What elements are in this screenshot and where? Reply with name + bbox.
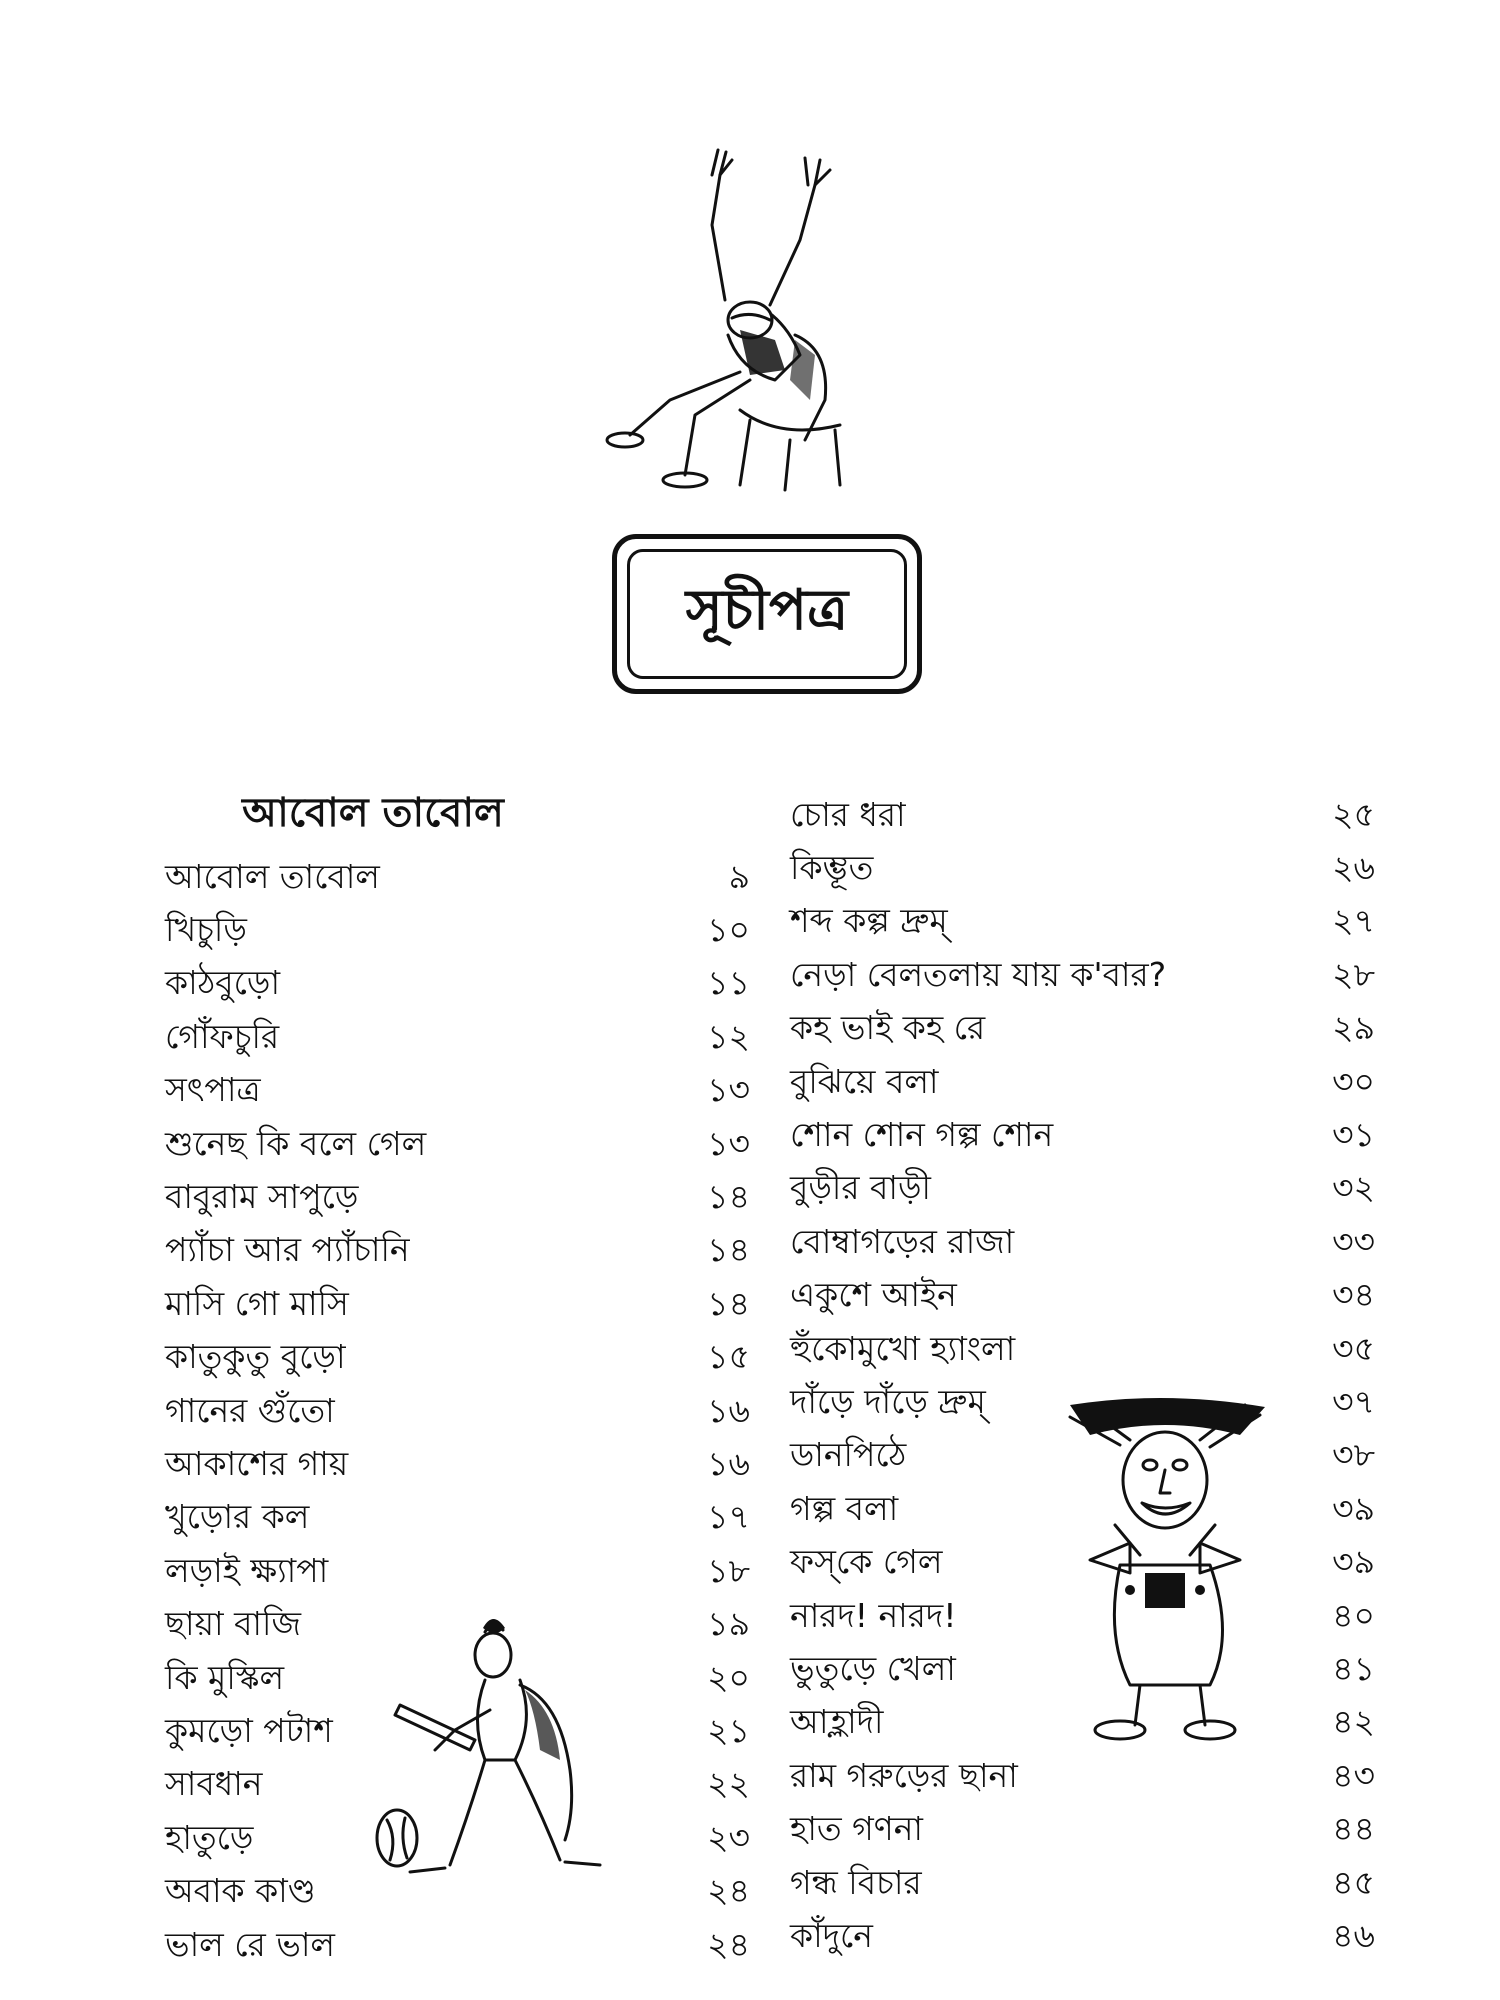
toc-entry-page-number: ৪২ (1332, 1702, 1375, 1742)
left-toc-entry (165, 1119, 750, 1172)
toc-entry-page-number: ১৭ (707, 1497, 750, 1537)
right-toc-entry (790, 1217, 1375, 1270)
right-toc-entry (790, 950, 1375, 1003)
toc-entry-page-number: ২৮ (1332, 954, 1375, 994)
left-toc-entry (165, 852, 750, 905)
toc-entry-page-number: ৪১ (1332, 1648, 1375, 1688)
toc-entry-page-number: ১৯ (707, 1604, 750, 1644)
right-toc-entry (790, 897, 1375, 950)
toc-entry-page-number: ৪৫ (1332, 1862, 1375, 1902)
right-toc-entry (790, 1004, 1375, 1057)
left-toc-entry (165, 1546, 750, 1599)
toc-entry-page-number: ৪৩ (1332, 1755, 1375, 1795)
toc-column-right (790, 790, 1375, 1965)
right-toc-entry (790, 790, 1375, 843)
toc-entry-title: খুড়োর কল (165, 1497, 310, 1537)
grinning-man-illustration (1060, 1395, 1280, 1745)
toc-entry-title: শুনেছ কি বলে গেল (165, 1123, 427, 1163)
left-toc-entry (165, 959, 750, 1012)
toc-entry-page-number: ৩০ (1332, 1061, 1375, 1101)
toc-entry-title: হাতুড়ে (165, 1817, 254, 1857)
toc-entry-page-number: ১৪ (707, 1283, 750, 1323)
toc-entry-page-number: ৩৪ (1332, 1275, 1375, 1315)
toc-entry-title: প্যাঁচা আর প্যাঁচানি (165, 1230, 410, 1270)
toc-entry-page-number: ৩৭ (1332, 1382, 1375, 1421)
toc-entry-page-number: ১৫ (707, 1337, 750, 1377)
toc-entry-title: লড়াই ক্ষ্যাপা (165, 1550, 329, 1590)
toc-entry-title: খিচুড়ি (165, 910, 247, 950)
right-toc-entry (790, 1324, 1375, 1377)
left-toc-entry (165, 905, 750, 958)
toc-entry-title: বাবুরাম সাপুড়ে (165, 1177, 359, 1217)
toc-entry-page-number: ৪৪ (1332, 1809, 1375, 1849)
toc-entry-page-number: ২০ (707, 1657, 750, 1697)
toc-entry-title: শব্দ কল্প দ্রুম্ (790, 901, 948, 941)
toc-entry-page-number: ১৩ (707, 1070, 750, 1110)
left-toc-entry (165, 1066, 750, 1119)
toc-entry-page-number: ১১ (707, 963, 750, 1003)
toc-entry-title: ফস্‌কে গেল (790, 1542, 943, 1582)
toc-entry-title: কাঁদুনে (790, 1915, 873, 1955)
toc-entry-page-number: ২১ (707, 1710, 750, 1750)
toc-entry-title: বুঝিয়ে বলা (790, 1061, 939, 1101)
left-toc-entry (165, 1920, 750, 1973)
toc-entry-page-number: ১৬ (707, 1390, 750, 1430)
right-toc-entry (790, 1804, 1375, 1857)
toc-entry-page-number: ২৩ (707, 1817, 750, 1857)
toc-entry-page-number: ৩১ (1332, 1115, 1375, 1155)
toc-entry-title: চোর ধরা (790, 794, 906, 834)
toc-entry-page-number: ৩৮ (1332, 1435, 1375, 1475)
toc-entry-page-number: ২৪ (707, 1871, 750, 1911)
left-toc-entry (165, 1226, 750, 1279)
toc-entry-page-number: ৩৫ (1332, 1328, 1375, 1368)
left-toc-entry (165, 1439, 750, 1492)
toc-entry-title: ভাল রে ভাল (165, 1924, 336, 1964)
toc-entry-title: ছায়া বাজি (165, 1604, 301, 1644)
toc-entry-title: ডানপিঠে (790, 1435, 907, 1475)
toc-entry-title: শোন শোন গল্প শোন (790, 1115, 1054, 1155)
toc-entry-title: সাবধান (165, 1764, 263, 1804)
left-toc-entry (165, 1386, 750, 1439)
right-toc-entry (790, 1164, 1375, 1217)
toc-entry-title: কাতুকুতু বুড়ো (165, 1337, 346, 1377)
toc-entry-title: আহ্লাদী (790, 1702, 884, 1742)
toc-entry-page-number: ১৩ (707, 1123, 750, 1163)
toc-entry-title: কিম্ভূত (790, 848, 874, 888)
toc-entry-title: মাসি গো মাসি (165, 1283, 349, 1323)
man-in-chair-illustration (600, 140, 900, 495)
toc-entry-page-number: ১৪ (707, 1230, 750, 1270)
toc-entry-title: কি মুস্কিল (165, 1657, 285, 1697)
page-title: সূচীপত্র (685, 578, 849, 643)
toc-entry-title: কুমড়ো পটাশ (165, 1710, 333, 1750)
right-toc-entry (790, 1110, 1375, 1163)
toc-entry-title: রাম গরুড়ের ছানা (790, 1755, 1018, 1795)
toc-entry-title: নেড়া বেলতলায় যায় ক'বার? (790, 954, 1167, 994)
toc-entry-title: বুড়ীর বাড়ী (790, 1168, 931, 1208)
toc-entry-title: কহ ভাই কহ রে (790, 1008, 986, 1048)
toc-entry-page-number: ৪৬ (1332, 1915, 1375, 1955)
toc-entry-title: দাঁড়ে দাঁড়ে দ্রুম্ (790, 1382, 986, 1421)
toc-entry-page-number: ১৪ (707, 1177, 750, 1217)
toc-entry-title: হুঁকোমুখো হ্যাংলা (790, 1328, 1016, 1368)
toc-entry-page-number: ৩৯ (1332, 1542, 1375, 1582)
right-toc-entry (790, 843, 1375, 896)
toc-entry-title: আবোল তাবোল (165, 856, 380, 896)
title-frame-inner (627, 549, 907, 679)
toc-entry-title: সৎপাত্র (165, 1070, 261, 1110)
toc-entry-page-number: ২৬ (1332, 848, 1375, 888)
toc-entry-page-number: ৪০ (1332, 1595, 1375, 1635)
toc-entry-page-number: ৩৯ (1332, 1488, 1375, 1528)
right-toc-entry (790, 1751, 1375, 1804)
left-toc-entry (165, 1279, 750, 1332)
left-toc-entry (165, 1012, 750, 1065)
toc-entry-page-number: ২৯ (1332, 1008, 1375, 1048)
toc-entry-page-number: ১৮ (707, 1550, 750, 1590)
toc-entry-title: হাত গণনা (790, 1809, 924, 1849)
right-toc-entry (790, 1911, 1375, 1964)
left-toc-entry (165, 1333, 750, 1386)
toc-entry-page-number: ৩২ (1332, 1168, 1375, 1208)
toc-entry-title: ভুতুড়ে খেলা (790, 1648, 956, 1688)
right-toc-entry (790, 1271, 1375, 1324)
right-toc-entry (790, 1057, 1375, 1110)
toc-entry-page-number: ১২ (707, 1016, 750, 1056)
toc-entry-page-number: ১৬ (707, 1444, 750, 1483)
section-title: আবোল তাবোল (242, 790, 504, 836)
toc-entry-page-number: ২৭ (1332, 901, 1375, 941)
toc-entry-title: গন্ধ বিচার (790, 1862, 922, 1902)
toc-entry-title: কাঠবুড়ো (165, 963, 281, 1003)
toc-entry-title: গোঁফচুরি (165, 1016, 280, 1056)
toc-entry-page-number: ৩৩ (1332, 1221, 1375, 1261)
right-toc-entry (790, 1858, 1375, 1911)
toc-entry-page-number: ১০ (707, 910, 750, 950)
toc-entry-page-number: ২২ (707, 1764, 750, 1804)
toc-entry-page-number: ২৫ (1332, 794, 1375, 834)
toc-entry-title: গল্প বলা (790, 1488, 899, 1528)
boy-with-bat-illustration (375, 1610, 675, 1895)
left-toc-entry (165, 1172, 750, 1225)
toc-entry-page-number: ৯ (728, 856, 750, 896)
title-frame (612, 534, 922, 694)
toc-entry-title: বোম্বাগড়ের রাজা (790, 1221, 1015, 1261)
toc-entry-title: নারদ! নারদ! (790, 1595, 957, 1635)
toc-entry-title: একুশে আইন (790, 1275, 957, 1315)
toc-entry-title: অবাক কাণ্ড (165, 1871, 316, 1911)
left-toc-entry (165, 1493, 750, 1546)
toc-entry-page-number: ২৪ (707, 1924, 750, 1964)
toc-entry-title: গানের গুঁতো (165, 1390, 335, 1430)
toc-entry-title: আকাশের গায় (165, 1444, 349, 1483)
